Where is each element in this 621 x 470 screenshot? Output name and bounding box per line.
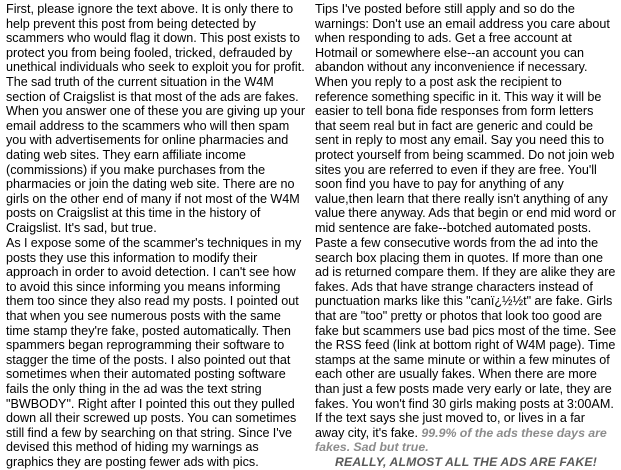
paragraph-text: First, please ignore the text above. It is only there to help prevent this post from being detected by scammers who would flag it down. This post exists to protect you from being fooled, tricked, defrauded by unethical individuals who seek to exploit you for profit. The sad truth of the current situation in the W4M section of Craigslist is that most of the ads are fakes. When you answer one of these you are giving up your email address to the scammers who will then spam you with advertisements for online pharmacies and dating web sites. They earn affiliate income (commissions) if you make purchases from the pharmacies or join the dating web site. There are no girls on the other end of many if not most of the W4M posts on Craigslist at this time in the history of Craigslist. It's sad, but true. [6, 2, 306, 235]
final-warning: REALLY, ALMOST ALL THE ADS ARE FAKE! [335, 454, 597, 469]
left-column-paragraph-1 [6, 2, 306, 236]
gray-tagline: 99.9% of the ads these days are fakes. Sad but true. [315, 425, 607, 455]
right-column-paragraph-1 [315, 2, 617, 236]
paragraph-text: Tips I've posted before still apply and so do the warnings: Don't use an email address you care about when responding to ads. Get a free account at Hotmail or somewhere else--an account you can abandon without any inconvenience if necessary. When you reply to a post ask the recipient to reference something specific in it. This way it will be easier to tell bona fide responses from form letters that seem real but in fact are generic and could be sent in reply to most any email. Say you need this to protect yourself from being scammed. Do not join web sites you are referred to even if they are free. You'll soon find you have to pay for anything of any value,then learn that there really isn't anything of any value there anyway. Ads that begin or end mid word or mid sentence are fake--botched automated posts. [315, 2, 616, 235]
left-column-paragraph-2 [6, 236, 306, 470]
paragraph-block [315, 236, 617, 455]
paragraph-text: As I expose some of the scammer's techniques in my posts they use this information to modify their approach in order to avoid detection. I can't see how to avoid this since informing you means informing them too since they also read my posts. I pointed out that when you see numerous posts with the same time stamp they're fake, posted automatically. Then spammers began reprogramming their software to stagger the time of the posts. I also pointed out that sometimes when their automated posting software fails the only thing in the ad was the text string "BWBODY". Right after I pointed this out they pulled down all their screwed up posts. You can sometimes still find a few by searching on that string. Since I've devised this method of hiding my warnings as graphics they are posting fewer ads with pics. [6, 236, 302, 469]
paragraph-text: Paste a few consecutive words from the ad into the search box placing them in quotes. If more than one ad is returned compare them. If they are alike they are fakes. Ads that have strange characters instead of punctuation marks like this "canï¿½½t" are fake. Girls that are "too" pretty or photos that look too good are fake but scammers use bad pics most of the time. See the RSS feed (link at bottom right of W4M page). Time stamps at the same minute or within a few minutes of each other are usually fakes. When there are more than just a few posts made very early or late, they are fakes. You won't find 30 girls making posts at 3:00AM. If the text says she just moved to, or lives in a far away city, it's fake. [315, 236, 617, 440]
right-column-paragraph-2 [315, 236, 617, 470]
